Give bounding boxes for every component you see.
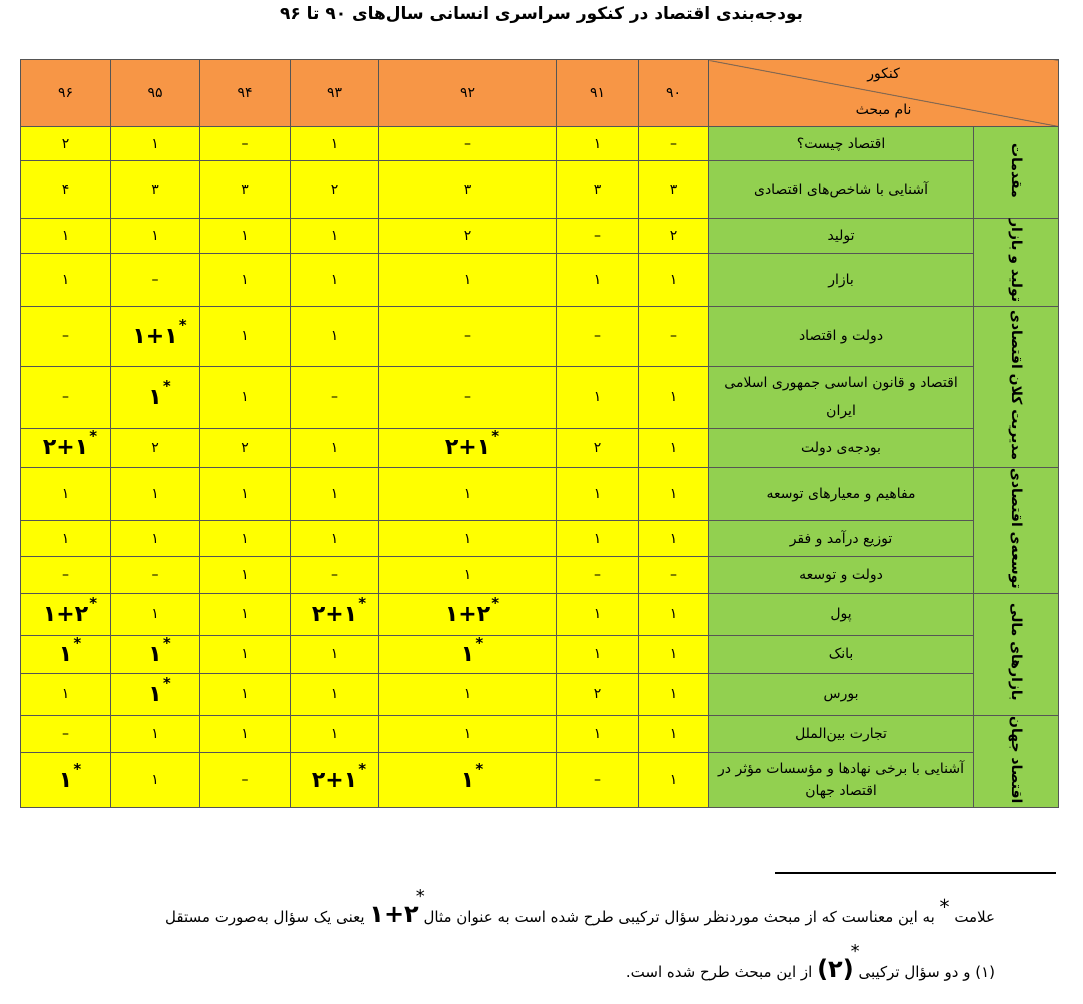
topic-cell: اقتصاد و قانون اساسی جمهوری اسلامی ایران [709,366,974,428]
value-cell: ۱ [200,557,291,593]
value-cell: ۳ [639,161,709,219]
starred-value-cell [379,428,557,467]
table-row [21,635,1059,673]
value-cell: ۱ [291,673,379,715]
star-marker: * [358,759,367,778]
starred-value-cell [21,593,111,635]
value-cell: ۱ [557,521,639,557]
header-row [21,60,1059,127]
footnote-separator [775,872,1056,874]
starred-value-cell [379,635,557,673]
value-cell: – [21,557,111,593]
value-cell: ۱ [291,253,379,306]
value-cell: ۱ [200,715,291,752]
year-header-90: ۹۰ [639,60,709,127]
value-cell: ۱ [200,306,291,366]
value-cell: ۱ [639,428,709,467]
table-row [21,593,1059,635]
starred-value: ۱ * [148,673,171,707]
table-row [21,753,1059,808]
year-header-93: ۹۳ [291,60,379,127]
table-row [21,557,1059,593]
corner-top-label: کنکور [867,66,900,82]
table-row [21,253,1059,306]
group-label-world-economy: اقتصاد جهان [974,715,1059,807]
topic-cell: بازار [709,253,974,306]
value-cell: ۲ [639,219,709,254]
value-cell: ۱ [557,366,639,428]
star-marker: * [491,427,500,446]
year-header-92: ۹۲ [379,60,557,127]
value-cell: ۱ [291,467,379,520]
value-cell: ۱ [557,715,639,752]
value-cell: ۱ [200,366,291,428]
starred-value: ۲+۱ * [311,759,367,793]
value-cell: ۱ [379,467,557,520]
value-cell: ۱ [291,635,379,673]
star-marker: * [162,633,171,652]
value-cell: – [21,306,111,366]
table-row [21,306,1059,366]
starred-value: ۲+۱ * [311,593,367,627]
value-cell: ۱ [291,715,379,752]
star-marker: * [73,633,82,652]
value-cell: – [291,557,379,593]
topic-cell: تولید [709,219,974,254]
footnote-text: به این معناست که از مبحث موردنظر سؤال ترکیبی طرح شده است به عنوان مثال [423,908,935,926]
topic-cell: اقتصاد چیست؟ [709,127,974,161]
starred-value-cell [21,635,111,673]
value-cell: – [379,366,557,428]
value-cell: ۱ [639,715,709,752]
budget-table [20,59,1059,808]
value-cell: ۱ [21,219,111,254]
starred-value: ۱ * [148,376,171,410]
topic-cell: مفاهیم و معیارهای توسعه [709,467,974,520]
value-cell: ۱ [291,127,379,161]
starred-value: ۲+۱ * [42,427,98,461]
value-cell: ۱ [379,557,557,593]
table-row [21,428,1059,467]
footnote-line-2 [625,941,995,983]
value-cell: ۲ [200,428,291,467]
year-header-96: ۹۶ [21,60,111,127]
starred-value-cell [111,673,200,715]
starred-value-cell [111,366,200,428]
value-cell: ۱ [111,127,200,161]
starred-value: ۱+۲ * [42,593,98,627]
value-cell: ۱ [379,715,557,752]
starred-value-cell [291,753,379,808]
value-cell: ۱ [111,219,200,254]
value-cell: ۲ [291,161,379,219]
value-cell: – [21,366,111,428]
star-marker: * [850,941,860,962]
value-cell: ۱ [200,673,291,715]
table-row [21,366,1059,428]
footnote-text: از این مبحث طرح شده است. [625,963,813,981]
value-cell: ۱ [111,521,200,557]
value-cell: ۳ [111,161,200,219]
starred-value: ۱ * [460,759,484,793]
value-cell: – [111,253,200,306]
value-cell: ۱ [291,306,379,366]
table-row [21,715,1059,752]
table-row [21,127,1059,161]
starred-value-cell [111,635,200,673]
star-marker: * [178,315,187,334]
footnote-text: (۱) و دو سؤال ترکیبی [858,963,995,981]
topic-cell: آشنایی با برخی نهادها و مؤسسات مؤثر در اقتصاد جهان [709,753,974,808]
topic-cell: بورس [709,673,974,715]
value-cell: ۱ [200,467,291,520]
value-cell: ۱ [200,219,291,254]
star-marker: * [475,759,484,778]
value-cell: ۱ [21,253,111,306]
value-cell: ۱ [379,253,557,306]
value-cell: ۱ [639,253,709,306]
starred-value-cell [291,593,379,635]
group-label-macro-management: مدیریت کلان اقتصادی [974,306,1059,467]
corner-header-cell [709,60,1059,127]
value-cell: ۱ [557,635,639,673]
topic-cell: پول [709,593,974,635]
value-cell: ۱ [639,753,709,808]
year-header-95: ۹۵ [111,60,200,127]
value-cell: ۱ [111,753,200,808]
table-row [21,521,1059,557]
star-marker: * [491,593,500,612]
corner-bottom-label: نام مبحث [855,102,912,118]
starred-value-cell [21,753,111,808]
table-row [21,673,1059,715]
starred-value: ۲+۱ * [444,427,500,461]
value-cell: – [379,127,557,161]
topic-cell: دولت و توسعه [709,557,974,593]
starred-value-cell [21,428,111,467]
year-header-91: ۹۱ [557,60,639,127]
value-cell: – [639,306,709,366]
value-cell: ۱ [639,521,709,557]
star-marker: * [89,427,98,446]
star-marker: * [162,376,171,395]
table-row [21,467,1059,520]
value-cell: ۲ [111,428,200,467]
value-cell: ۱ [21,673,111,715]
value-cell: ۳ [379,161,557,219]
value-cell: ۱ [200,593,291,635]
value-cell: ۱ [111,715,200,752]
value-cell: – [111,557,200,593]
value-cell: – [379,306,557,366]
value-cell: ۳ [557,161,639,219]
value-cell: ۲ [21,127,111,161]
value-cell: – [21,715,111,752]
starred-value-cell [379,593,557,635]
value-cell: ۱ [639,673,709,715]
value-cell: ۱ [639,635,709,673]
value-cell: ۱ [557,467,639,520]
star-marker: * [73,759,82,778]
value-cell: ۲ [557,428,639,467]
starred-value: ۱+۲ * [444,593,500,627]
starred-value: ۱ * [148,633,171,667]
table-row [21,219,1059,254]
group-label-financial-markets: بازارهای مالی [974,593,1059,715]
star-marker: * [475,633,484,652]
value-cell: ۲ [379,219,557,254]
topic-cell: توزیع درآمد و فقر [709,521,974,557]
value-cell: ۳ [200,161,291,219]
value-cell: ۱ [557,253,639,306]
value-cell: – [200,753,291,808]
starred-value: ۱+۱ * [132,315,187,349]
topic-cell: تجارت بین‌الملل [709,715,974,752]
value-cell: ۱ [639,467,709,520]
starred-value-cell [379,753,557,808]
footnote-text: علامت [954,908,995,926]
value-cell: ۱ [291,428,379,467]
value-cell: – [639,127,709,161]
value-cell: – [557,557,639,593]
topic-cell: بانک [709,635,974,673]
star-marker: * [939,895,950,919]
value-cell: ۴ [21,161,111,219]
footnote-line-1 [165,886,995,928]
value-cell: – [557,753,639,808]
group-label-economic-development: توسعه‌ی اقتصادی [974,467,1059,593]
value-cell: – [639,557,709,593]
star-marker: * [89,593,98,612]
star-marker: * [415,886,425,907]
starred-value-cell [111,306,200,366]
table-row [21,161,1059,219]
value-cell: ۱ [291,521,379,557]
topic-cell: دولت و اقتصاد [709,306,974,366]
footnote-example: ۲+۱ * [369,886,425,928]
footnote-example: (۲ * ) [817,941,860,983]
starred-value: ۱ * [58,759,82,793]
value-cell: ۱ [21,467,111,520]
value-cell: – [557,306,639,366]
value-cell: – [557,219,639,254]
topic-cell: آشنایی با شاخص‌های اقتصادی [709,161,974,219]
year-header-94: ۹۴ [200,60,291,127]
group-label-intro: مقدمات [974,127,1059,219]
group-label-production-market: تولید و بازار [974,219,1059,307]
value-cell: ۱ [557,127,639,161]
star-marker: * [162,673,171,692]
value-cell: – [200,127,291,161]
value-cell: ۱ [291,219,379,254]
value-cell: ۱ [639,366,709,428]
value-cell: – [291,366,379,428]
value-cell: ۱ [111,467,200,520]
value-cell: ۱ [111,593,200,635]
value-cell: ۱ [639,593,709,635]
footnote-text: یعنی یک سؤال به‌صورت مستقل [165,908,365,926]
value-cell: ۱ [200,521,291,557]
value-cell: ۱ [557,593,639,635]
value-cell: ۱ [200,253,291,306]
value-cell: ۱ [379,673,557,715]
value-cell: ۱ [21,521,111,557]
topic-cell: بودجه‌ی دولت [709,428,974,467]
starred-value: ۱ * [460,633,484,667]
starred-value: ۱ * [58,633,82,667]
star-marker: * [358,593,367,612]
table-title: بودجه‌بندی اقتصاد در کنکور سراسری انسانی سال‌های ۹۰ تا ۹۶ [279,4,804,24]
value-cell: ۲ [557,673,639,715]
value-cell: ۱ [379,521,557,557]
value-cell: ۱ [200,635,291,673]
